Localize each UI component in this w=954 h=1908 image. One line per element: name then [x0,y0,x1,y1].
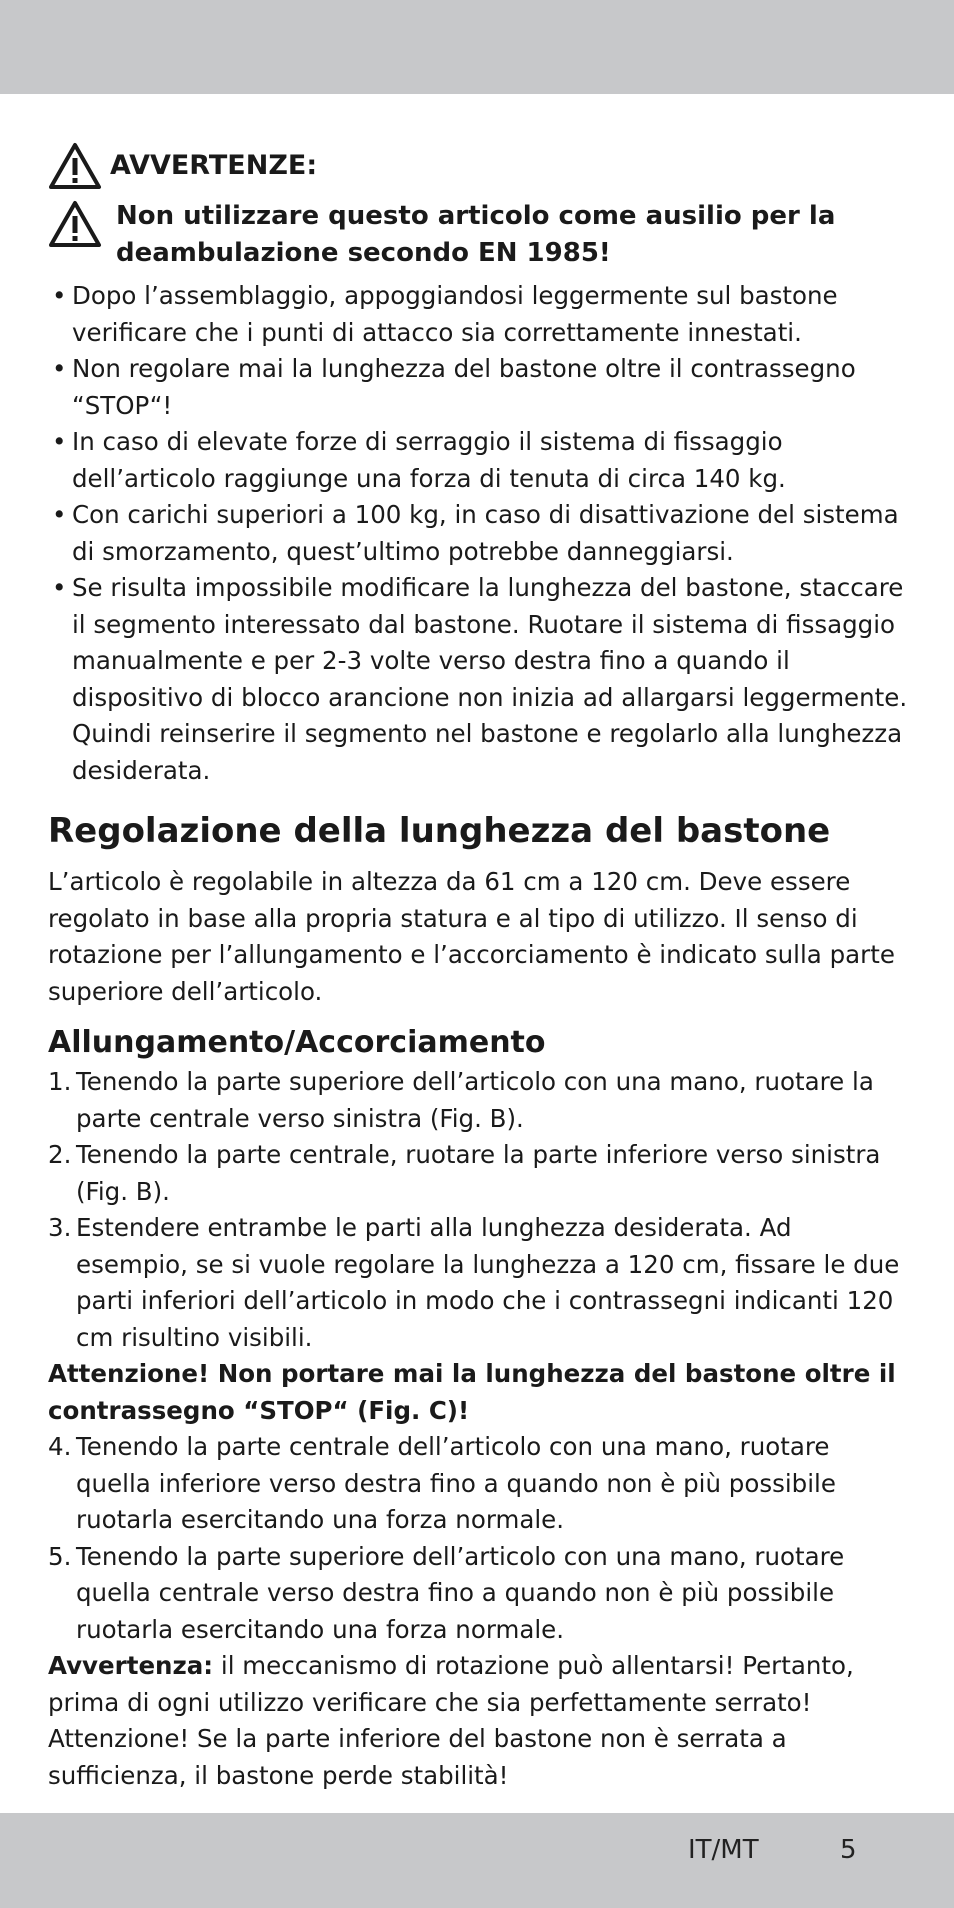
list-item: • Se risulta impossibile modificare la lunghezza del bastone, staccare il segmento interessato dal bastone. Ruotare il sistema di fissaggio manualmente e per 2-3 volte verso destra fino a quando il dispositivo di blocco arancione non inizia ad allargarsi leggermente. [52,573,908,712]
attention-note: Attenzione! Non portare mai la lunghezza del bastone oltre il contrassegno “STOP“ (Fig. C)! [48,1359,896,1425]
list-item-continuation: Quindi reinserire il segmento nel bastone e regolarlo alla lunghezza desiderata. [72,719,903,785]
warning-note: Avvertenza: il meccanismo di rotazione può allentarsi! Pertanto, prima di ogni utilizzo verificare che sia perfettamente serrato! [48,1651,854,1717]
footer-language: IT/MT [688,1835,759,1865]
warning-heading [48,142,908,192]
list-item: • Dopo l’assemblaggio, appoggiandosi leggermente sul bastone verificare che i punti di attacco sia correttamente innestati. [52,281,838,347]
final-note: Attenzione! Se la parte inferiore del bastone non è serrata a sufficienza, il bastone perde stabilità! [48,1724,787,1790]
footer-band [0,1813,954,1908]
warning-triangle-icon [48,142,102,190]
subsection-heading: Allungamento/Accorciamento [48,1025,546,1060]
step-item: 3. Estendere entrambe le parti alla lunghezza desiderata. Ad esempio, se si vuole regolare la lunghezza a 120 cm, fissare le due parti inferiori dell’articolo in modo che i contrassegni indicanti 120 cm risultino visibili. [48,1213,900,1352]
step-item: 2. Tenendo la parte centrale, ruotare la parte inferiore verso sinistra (Fig. B). [48,1140,881,1206]
warning-subtitle: Non utilizzare questo articolo come ausilio per la deambulazione secondo EN 1985! [116,201,836,268]
list-item: • Con carichi superiori a 100 kg, in caso di disattivazione del sistema di smorzamento, quest’ultimo potrebbe danneggiarsi. [52,500,899,566]
step-item: 5. Tenendo la parte superiore dell’articolo con una mano, ruotare quella centrale verso destra fino a quando non è più possibile ruotarla esercitando una forza normale. [48,1541,845,1644]
header-band [0,0,954,94]
section-heading: Regolazione della lunghezza del bastone [48,811,831,851]
warning-triangle-icon [48,200,102,248]
steps-list [48,1064,908,1794]
list-item: • In caso di elevate forze di serraggio il sistema di fissaggio dell’articolo raggiunge una forza di tenuta di circa 140 kg. [52,427,786,493]
list-item: • Non regolare mai la lunghezza del bastone oltre il contrassegno “STOP“! [52,354,856,420]
warning-title: AVVERTENZE: [110,150,318,181]
step-item: 4. Tenendo la parte centrale dell’articolo con una mano, ruotare quella inferiore verso destra fino a quando non è più possibile ruotarla esercitando una forza normale. [48,1432,836,1534]
section-paragraph: L’articolo è regolabile in altezza da 61 cm a 120 cm. Deve essere regolato in base alla propria statura e al tipo di utilizzo. Il senso di rotazione per l’allungamento e l’accorciamento è indicato sulla parte superiore dell’articolo. [48,867,895,1006]
step-item: 1. Tenendo la parte superiore dell’articolo con una mano, ruotare la parte centrale verso sinistra (Fig. B). [48,1067,874,1133]
warning-list [48,278,908,789]
page-number: 5 [840,1835,857,1865]
